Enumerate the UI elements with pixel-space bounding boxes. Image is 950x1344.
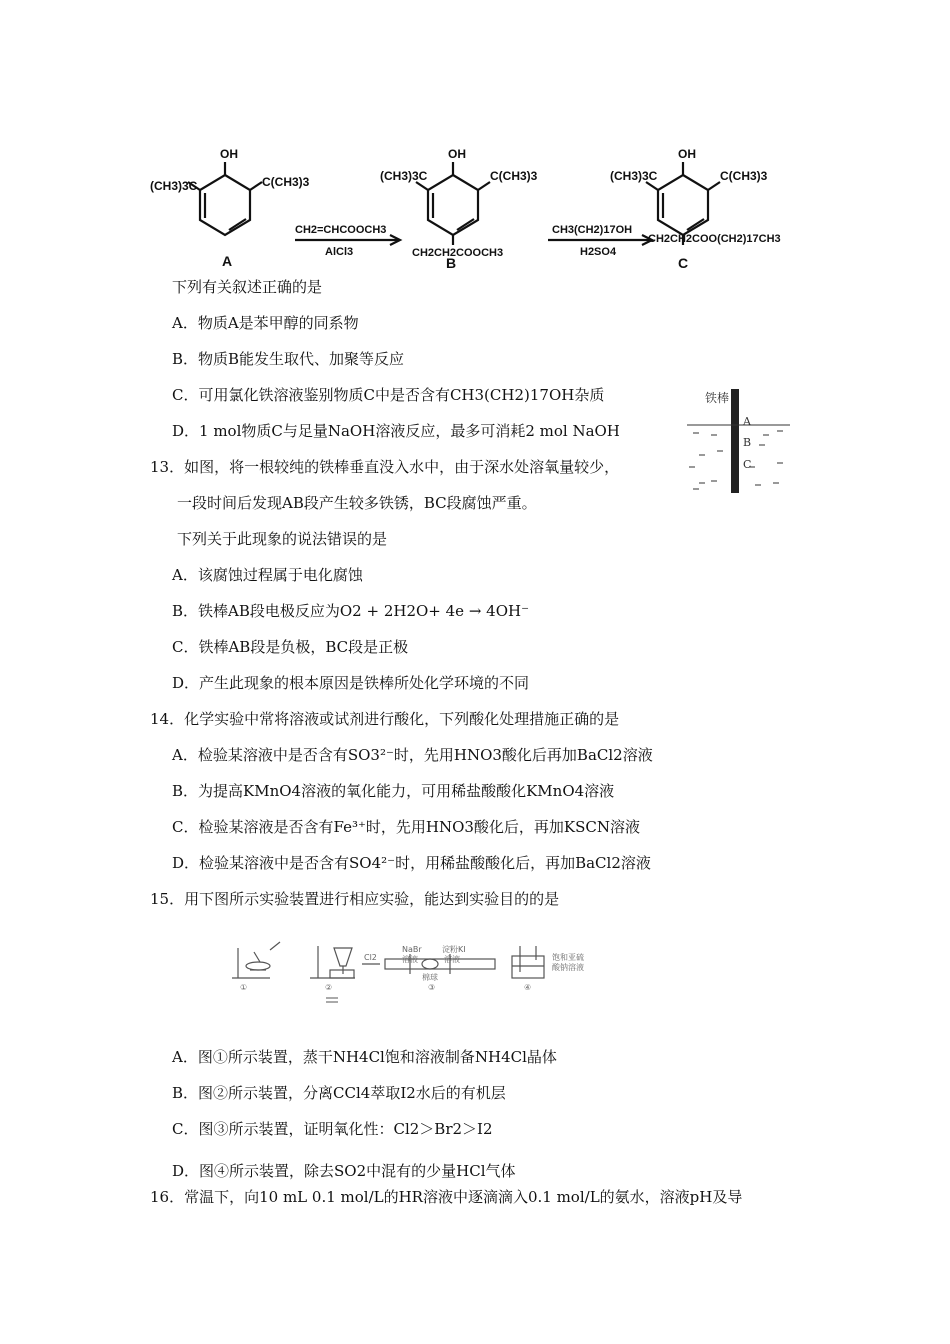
c-right-group: C(CH3)3 [720,169,768,183]
q15-option-a: A．图①所示装置，蒸干NH4Cl饱和溶液制备NH4Cl晶体 [172,1048,557,1066]
q16-stem: 16．常温下，向10 mL 0.1 mol/L的HR溶液中逐滴滴入0.1 mol/L的氨水，溶液pH及导 [150,1188,743,1206]
q12-option-c: C．可用氯化铁溶液鉴别物质C中是否含有CH3(CH2)17OH杂质 [172,386,605,404]
ring-a [200,175,250,235]
q15-stem: 15．用下图所示实验装置进行相应实验，能达到实验目的的是 [150,890,560,908]
a-oh: OH [220,147,238,161]
point-c: C [743,458,752,471]
q13-stem-1: 13．如图，将一根较纯的铁棒垂直没入水中，由于深水处溶氧量较少， [150,458,620,476]
rod-label: 铁棒 [705,391,730,405]
q14-option-d: D．检验某溶液中是否含有SO4²⁻时，用稀盐酸酸化后，再加BaCl2溶液 [172,854,651,872]
c-label: C [678,255,689,271]
q13-option-a: A．该腐蚀过程属于电化腐蚀 [172,566,363,584]
q13-stem-2: 一段时间后发现AB段产生较多铁锈，BC段腐蚀严重。 [177,494,537,512]
fig-sat2: 酸钠溶液 [552,963,584,972]
c-left-group: (CH3)3C [610,169,658,183]
q12-option-b: B．物质B能发生取代、加聚等反应 [172,350,405,368]
b-label: B [446,255,457,271]
c-oh: OH [678,147,696,161]
q13-option-d: D．产生此现象的根本原因是铁棒所处化学环境的不同 [172,674,530,692]
fig-sol2: 溶液 [444,955,460,964]
q13-stem-3: 下列关于此现象的说法错误的是 [177,530,388,548]
reaction-scheme [140,140,820,275]
fig-ki: 淀粉KI [442,945,466,954]
point-a: A [743,415,751,428]
fig-num-3: ③ [428,983,436,992]
q15-option-d: D．图④所示装置，除去SO2中混有的少量HCl气体 [172,1162,516,1180]
arrow2-bottom: H2SO4 [580,246,617,258]
fig-cotton: 棉球 [422,973,438,982]
q13-option-c: C．铁棒AB段是负极，BC段是正极 [172,638,409,656]
b-right-group: C(CH3)3 [490,169,538,183]
fig-nabr: NaBr [402,945,422,954]
b-left-group: (CH3)3C [380,169,428,183]
b-bottom-group: CH2CH2COOCH3 [412,247,504,259]
fig-num-1: ① [240,983,248,992]
q14-option-c: C．检验某溶液是否含有Fe³⁺时，先用HNO3酸化后，再加KSCN溶液 [172,818,641,836]
point-b: B [743,436,752,449]
fig-num-2: ② [325,983,333,992]
a-left-group: (CH3)3C [150,179,198,193]
arrow2-top: CH3(CH2)17OH [552,224,633,236]
q14-stem: 14．化学实验中常将溶液或试剂进行酸化，下列酸化处理措施正确的是 [150,710,620,728]
iron-rod [731,389,739,493]
q15-option-b: B．图②所示装置，分离CCl4萃取I2水后的有机层 [172,1084,506,1102]
a-right-group: C(CH3)3 [262,175,310,189]
arrow1-top: CH2=CHCOOCH3 [295,224,387,236]
fig-sat: 饱和亚硫 [552,953,584,962]
a-label: A [222,253,233,269]
fig-num-4: ④ [524,983,532,992]
ring-c [658,175,708,235]
q13-option-b: B．铁棒AB段电极反应为O2 + 2H2O+ 4e → 4OH⁻ [172,602,529,620]
arrow1-bottom: AlCl3 [325,246,354,258]
q12-stem: 下列有关叙述正确的是 [172,278,323,296]
q12-option-d: D．1 mol物质C与足量NaOH溶液反应，最多可消耗2 mol NaOH [172,422,620,440]
b-oh: OH [448,147,466,161]
q14-option-b: B．为提高KMnO4溶液的氧化能力，可用稀盐酸酸化KMnO4溶液 [172,782,615,800]
q15-option-c: C．图③所示装置，证明氧化性：Cl2＞Br2＞I2 [172,1120,493,1138]
q14-option-a: A．检验某溶液中是否含有SO3²⁻时，先用HNO3酸化后再加BaCl2溶液 [172,746,653,764]
fig-cl2: Cl2 [364,953,377,962]
fig-sol1: 溶液 [402,955,418,964]
apparatus-figure [230,940,610,1012]
iron-rod-figure [685,385,795,495]
ring-b [428,175,478,235]
c-bottom-group: CH2CH2COO(CH2)17CH3 [648,233,781,245]
q12-option-a: A．物质A是苯甲醇的同系物 [172,314,359,332]
